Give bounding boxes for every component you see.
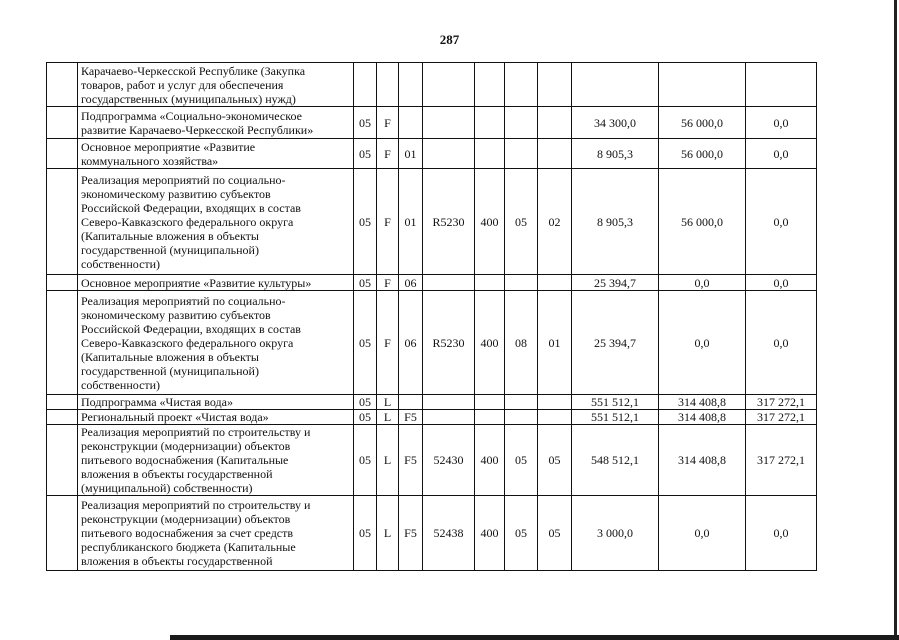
description-line: государственных (муниципальных) нужд) [81,91,296,106]
code-expense-type [475,107,505,139]
amount-year-3: 0,0 [746,107,817,139]
blank-cell [47,425,78,496]
code-event [399,63,423,107]
code-event: 06 [399,275,423,291]
code-section: 05 [354,395,377,410]
description-line: собственности) [81,256,161,271]
code-section: 05 [354,275,377,291]
description-line: Российской Федерации, входящих в состав [81,321,301,336]
amount-year-1: 25 394,7 [572,291,659,395]
table-row [47,275,817,291]
table-row [47,291,817,395]
amount-year-2: 314 408,8 [659,425,746,496]
code-expense-type: 400 [475,291,505,395]
amount-year-3: 317 272,1 [746,410,817,425]
row-description [78,139,354,169]
amount-year-3: 317 272,1 [746,395,817,410]
row-description [78,496,354,571]
code-target [423,395,475,410]
scan-edge-bar [170,635,899,640]
description-line: реконструкции (модернизации) объектов [81,439,291,453]
amount-year-2: 56 000,0 [659,169,746,275]
description-line: (муниципальной) собственности) [81,481,253,495]
code-target [423,139,475,169]
description-line: товаров, работ и услуг для обеспечения [81,77,284,92]
amount-year-1: 551 512,1 [572,410,659,425]
row-description [78,291,354,395]
code-expense-type [475,63,505,107]
blank-cell [47,291,78,395]
description-line: собственности) [81,377,161,392]
code-target [423,107,475,139]
code-section: 05 [354,425,377,496]
code-subchapter [538,275,572,291]
description-line: Реализация мероприятий по социально- [81,172,286,187]
blank-cell [47,275,78,291]
blank-cell [47,496,78,571]
code-subchapter [538,63,572,107]
code-chapter [505,275,538,291]
description-line: республиканского бюджета (Капитальные [81,540,296,554]
blank-cell [47,139,78,169]
code-section [354,63,377,107]
code-expense-type [475,139,505,169]
amount-year-2: 0,0 [659,496,746,571]
description-line: Основное мероприятие «Развитие культуры» [81,275,312,290]
amount-year-3: 0,0 [746,139,817,169]
code-program [377,63,399,107]
code-expense-type [475,395,505,410]
amount-year-1: 548 512,1 [572,425,659,496]
table-row [47,139,817,169]
code-program: L [377,410,399,425]
blank-cell [47,169,78,275]
row-description [78,169,354,275]
code-section: 05 [354,107,377,139]
row-description [78,425,354,496]
code-chapter: 08 [505,291,538,395]
table-body [47,63,817,571]
row-description [78,395,354,410]
code-event [399,395,423,410]
code-event: 01 [399,169,423,275]
table-row [47,425,817,496]
code-chapter: 05 [505,496,538,571]
code-event: F5 [399,410,423,425]
table-row [47,107,817,139]
code-expense-type: 400 [475,496,505,571]
table-row [47,496,817,571]
description-line: (Капитальные вложения в объекты [81,349,259,364]
code-section: 05 [354,410,377,425]
code-event: 01 [399,139,423,169]
amount-year-1: 25 394,7 [572,275,659,291]
amount-year-1: 3 000,0 [572,496,659,571]
amount-year-2: 314 408,8 [659,410,746,425]
code-target [423,275,475,291]
blank-cell [47,107,78,139]
row-description [78,63,354,107]
description-line: государственной (муниципальной) [81,363,259,378]
amount-year-1: 8 905,3 [572,169,659,275]
code-subchapter [538,139,572,169]
amount-year-2: 314 408,8 [659,395,746,410]
code-program: L [377,496,399,571]
amount-year-2: 0,0 [659,291,746,395]
amount-year-3 [746,63,817,107]
code-expense-type [475,410,505,425]
description-line: питьевого водоснабжения (Капитальные [81,453,289,467]
code-subchapter: 05 [538,425,572,496]
scan-edge-line [894,0,897,640]
amount-year-2: 0,0 [659,275,746,291]
code-section: 05 [354,139,377,169]
amount-year-3: 0,0 [746,275,817,291]
table-row [47,169,817,275]
code-chapter: 05 [505,425,538,496]
page-number: 287 [439,32,460,47]
code-chapter [505,107,538,139]
description-line: Северо-Кавказского федерального округа [81,214,294,229]
code-event [399,107,423,139]
table-row [47,395,817,410]
code-program: L [377,425,399,496]
description-line: вложения в объекты государственной [81,554,273,568]
amount-year-3: 0,0 [746,496,817,571]
code-subchapter [538,410,572,425]
code-target [423,63,475,107]
row-description [78,410,354,425]
code-chapter [505,395,538,410]
description-line: Подпрограмма «Чистая вода» [81,395,233,409]
description-line: Карачаево-Черкесской Республике (Закупка [81,63,306,78]
description-line: развитие Карачаево-Черкесской Республики» [81,122,314,137]
blank-cell [47,395,78,410]
description-line: (Капитальные вложения в объекты [81,228,259,243]
code-expense-type: 400 [475,425,505,496]
code-program: F [377,169,399,275]
description-line: Основное мероприятие «Развитие [81,139,256,154]
description-line: реконструкции (модернизации) объектов [81,512,291,526]
table-row [47,410,817,425]
amount-year-3: 0,0 [746,169,817,275]
code-target: 52430 [423,425,475,496]
code-program: L [377,395,399,410]
description-line: Реализация мероприятий по строительству и [81,425,311,439]
code-target [423,410,475,425]
amount-year-3: 0,0 [746,291,817,395]
code-section: 05 [354,291,377,395]
code-subchapter [538,107,572,139]
code-event: F5 [399,425,423,496]
code-event: F5 [399,496,423,571]
code-program: F [377,107,399,139]
budget-table [46,62,817,571]
code-subchapter: 01 [538,291,572,395]
code-subchapter: 05 [538,496,572,571]
description-line: Российской Федерации, входящих в состав [81,200,301,215]
amount-year-1: 8 905,3 [572,139,659,169]
description-line: Северо-Кавказского федерального округа [81,335,294,350]
description-line: экономическому развитию субъектов [81,307,271,322]
code-chapter [505,63,538,107]
amount-year-2 [659,63,746,107]
description-line: коммунального хозяйства» [81,153,219,168]
amount-year-2: 56 000,0 [659,107,746,139]
blank-cell [47,63,78,107]
row-description [78,107,354,139]
amount-year-3: 317 272,1 [746,425,817,496]
code-expense-type: 400 [475,169,505,275]
code-chapter: 05 [505,169,538,275]
code-chapter [505,139,538,169]
blank-cell [47,410,78,425]
code-event: 06 [399,291,423,395]
code-program: F [377,139,399,169]
amount-year-1: 34 300,0 [572,107,659,139]
table-row [47,63,817,107]
description-line: экономическому развитию субъектов [81,186,271,201]
code-target: 52438 [423,496,475,571]
code-section: 05 [354,496,377,571]
description-line: Реализация мероприятий по строительству и [81,498,311,512]
code-program: F [377,291,399,395]
description-line: Реализация мероприятий по социально- [81,293,286,308]
code-program: F [377,275,399,291]
code-chapter [505,410,538,425]
row-description [78,275,354,291]
description-line: Региональный проект «Чистая вода» [81,410,269,424]
description-line: Подпрограмма «Социально-экономическое [81,108,302,123]
description-line: государственной (муниципальной) [81,242,259,257]
code-subchapter [538,395,572,410]
amount-year-1: 551 512,1 [572,395,659,410]
code-section: 05 [354,169,377,275]
description-line: вложения в объекты государственной [81,467,273,481]
code-target: R5230 [423,291,475,395]
code-target: R5230 [423,169,475,275]
amount-year-2: 56 000,0 [659,139,746,169]
code-expense-type [475,275,505,291]
description-line: питьевого водоснабжения за счет средств [81,526,294,540]
code-subchapter: 02 [538,169,572,275]
amount-year-1 [572,63,659,107]
